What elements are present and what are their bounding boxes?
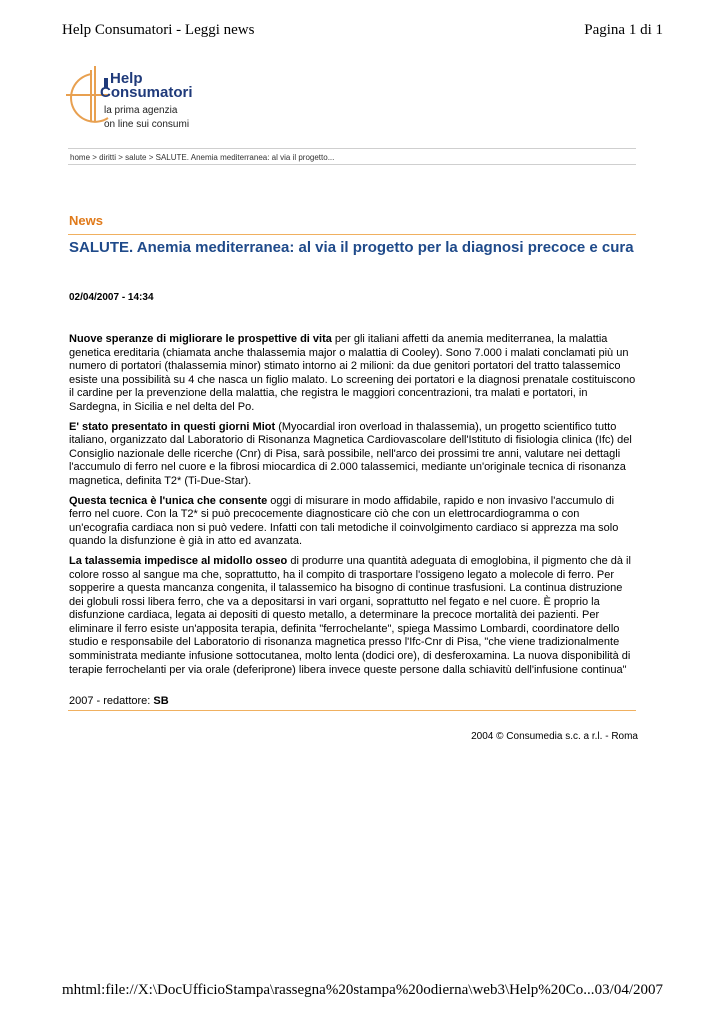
paragraph-2-text: (Myocardial iron overload in thalassemia), un progetto scientifico tutto italiano, organizzato dal Laboratorio di Risonanza Magnetica Cardiovascolare dell'Istituto di fisiologia clinica (Ifc) del Consiglio nazionale delle ricerche (Cnr) di Pisa, sarà possibile, nell'arco dei prossimi tre anni, valutare nei dettagli l'accumulo di ferro nel cuore e la fibrosi miocardica di 2.000 talassemici, mediante un'originale tecnica di risonanza magnetica, definita T2* (Ti-Due-Star).: [69, 420, 632, 487]
byline-divider: [68, 710, 636, 711]
logo[interactable]: [64, 64, 224, 144]
logo-tagline1: la prima agenzia: [104, 105, 178, 116]
copyright: 2004 © Consumedia s.c. a r.l. - Roma: [471, 731, 638, 742]
print-footer-date: 03/04/2007: [594, 982, 663, 998]
logo-line1: Help: [110, 70, 143, 87]
section-heading: News: [69, 213, 103, 228]
paragraph-2-lead: E' stato presentato in questi giorni Miot: [69, 420, 276, 433]
byline-author: SB: [153, 695, 169, 707]
paragraph-1-text: per gli italiani affetti da anemia mediterranea, la malattia genetica ereditaria (chiamata anche thalassemia major o malattia di Cooley). Sono 7.000 i malati conclamati più un numero di portatori (thalassemia minor) stimato intorno ai 2 milioni: da due genitori portatori del tratto talassemico esiste una possibilità su 4 che nasca un figlio malato. Lo screening dei portatori e la diagnosi prenatale costituiscono il cardine per la prevenzione della malattia, che registra le maggiori concentrazioni, tra malati e portatori, in Sardegna, in Sicilia e nel delta del Po.: [69, 333, 636, 413]
logo-tagline2: on line sui consumi: [104, 119, 190, 130]
paragraph-4: [69, 555, 637, 677]
paragraph-4-lead: La talassemia impedisce al midollo osseo: [69, 554, 288, 567]
byline-prefix: 2007 - redattore:: [69, 695, 154, 707]
paragraph-3: [69, 495, 637, 549]
article-body: [69, 333, 637, 683]
paragraph-4-text: di produrre una quantità adeguata di emoglobina, il pigmento che dà il colore rosso al sangue ma che, soprattutto, ha il compito di trasportare l'ossigeno legato a molecole di ferro. Per sopperire a questa mancanza congenita, il talassemico ha bisogno di continue trasfusioni. La continua distruzione dei globuli rossi libera ferro, che va a depositarsi in vari organi, soprattutto nel fegato e nel cuore. È proprio la disfunzione cardiaca, legata ai depositi di questo metallo, a determinare la precoce mortalità dei pazienti. Per eliminare il ferro esiste un'apposita terapia, definita "ferrochelante", spiega Massimo Lombardi, coordinatore dello studio e responsabile del Laboratorio di risonanza magnetica presso l'Ifc-Cnr di Pisa, "che viene tradizionalmente somministrata mediante infusione sottocutanea, molto lenta (dodici ore), di desferoxamina. La nuova disponibilità di terapie ferrochelanti per via orale (deferiprone) libera invece queste persone dalla schiavitù dell'infusione continua": [69, 554, 631, 676]
logo-cross-icon: [64, 64, 224, 144]
section-divider: [68, 234, 636, 235]
paragraph-1-lead: Nuove speranze di migliorare le prospettive di vita: [69, 333, 332, 345]
article-date: 02/04/2007 - 14:34: [69, 292, 154, 303]
article-title: SALUTE. Anemia mediterranea: al via il progetto per la diagnosi precoce e cura: [69, 239, 634, 256]
print-header-title: Help Consumatori - Leggi news: [62, 22, 255, 38]
print-footer-url: mhtml:file://X:\DocUfficioStampa\rassegna%20stampa%20odierna\web3\Help%20Co...: [62, 982, 595, 998]
print-header: [62, 22, 663, 42]
paragraph-2: [69, 421, 637, 489]
print-header-page: Pagina 1 di 1: [584, 22, 663, 38]
breadcrumb[interactable]: home > diritti > salute > SALUTE. Anemia mediterranea: al via il progetto...: [68, 148, 636, 165]
paragraph-3-lead: Questa tecnica è l'unica che consente: [69, 494, 268, 507]
paragraph-1: [69, 333, 637, 415]
byline: [69, 695, 169, 707]
logo-line2: Consumatori: [100, 84, 193, 101]
paragraph-3-text: oggi di misurare in modo affidabile, rapido e non invasivo l'accumulo di ferro nel cuore. Con la T2* si può precocemente diagnosticare ciò che con un elettrocardiogramma o con un'ecografia cardiaca non si può vedere. Infatti con tali metodiche il coinvolgimento cardiaco si apprezza ma solo quando la disfunzione è già in atto ed avanzata.: [69, 494, 619, 548]
print-footer: [62, 982, 663, 1002]
